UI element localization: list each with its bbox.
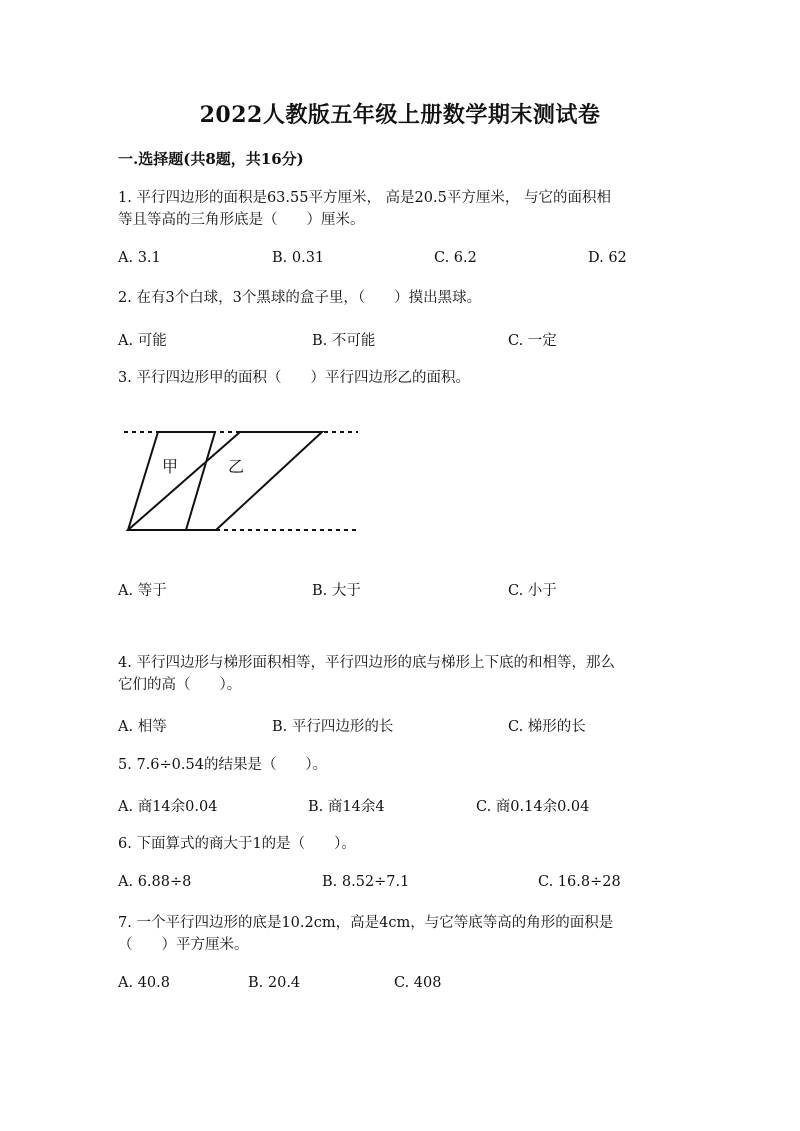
parallelogram-yi: [128, 432, 322, 530]
question-4-line-2: 它们的高（ ）。: [118, 677, 242, 693]
question-3-option-c[interactable]: C. 小于: [508, 583, 557, 599]
question-3-option-a[interactable]: A. 等于: [118, 583, 167, 599]
question-6-option-b[interactable]: B. 8.52÷7.1: [322, 874, 410, 890]
question-5-option-c[interactable]: C. 商0.14余0.04: [476, 799, 590, 815]
question-7-line-2: （ ）平方厘米。: [118, 937, 249, 953]
question-2-line-1: 2. 在有3个白球，3个黑球的盒子里，（ ）摸出黑球。: [118, 290, 482, 306]
question-7-option-c[interactable]: C. 408: [394, 975, 442, 991]
question-4-option-c[interactable]: C. 梯形的长: [508, 719, 586, 735]
question-7-option-a[interactable]: A. 40.8: [118, 975, 170, 991]
question-1-option-c[interactable]: C. 6.2: [434, 250, 477, 266]
parallelogram-figure: [110, 420, 370, 540]
question-4-option-b[interactable]: B. 平行四边形的长: [272, 719, 394, 735]
question-1-option-b[interactable]: B. 0.31: [272, 250, 325, 266]
label-jia: 甲: [162, 457, 179, 476]
question-7-option-b[interactable]: B. 20.4: [248, 975, 301, 991]
question-7-line-1: 7. 一个平行四边形的底是10.2cm，高是4cm，与它等底等高的角形的面积是: [118, 915, 614, 931]
section-heading: 一.选择题(共8题，共16分): [118, 150, 304, 168]
page-title: 2022人教版五年级上册数学期末测试卷: [199, 102, 601, 128]
question-1-line-1: 1. 平行四边形的面积是63.55平方厘米， 高是20.5平方厘米， 与它的面积相: [118, 190, 611, 206]
question-5-line-1: 5. 7.6÷0.54的结果是（ ）。: [118, 757, 328, 773]
label-yi: 乙: [228, 457, 245, 476]
question-3-option-b[interactable]: B. 大于: [312, 583, 361, 599]
question-6-option-a[interactable]: A. 6.88÷8: [118, 874, 192, 890]
question-1-line-2: 等且等高的三角形底是（ ）厘米。: [118, 212, 365, 228]
question-6-line-1: 6. 下面算式的商大于1的是（ ）。: [118, 836, 356, 852]
question-2-option-a[interactable]: A. 可能: [118, 333, 167, 349]
question-2-option-b[interactable]: B. 不可能: [312, 333, 376, 349]
parallelogram-jia: [128, 432, 215, 530]
question-1-option-a[interactable]: A. 3.1: [118, 250, 161, 266]
question-4-option-a[interactable]: A. 相等: [118, 719, 167, 735]
question-5-option-b[interactable]: B. 商14余4: [308, 799, 385, 815]
question-5-option-a[interactable]: A. 商14余0.04: [118, 799, 218, 815]
question-1-option-d[interactable]: D. 62: [588, 250, 627, 266]
question-6-option-c[interactable]: C. 16.8÷28: [538, 874, 621, 890]
question-4-line-1: 4. 平行四边形与梯形面积相等，平行四边形的底与梯形上下底的和相等，那么: [118, 655, 615, 671]
question-2-option-c[interactable]: C. 一定: [508, 333, 557, 349]
question-3-line-1: 3. 平行四边形甲的面积（ ）平行四边形乙的面积。: [118, 370, 470, 386]
